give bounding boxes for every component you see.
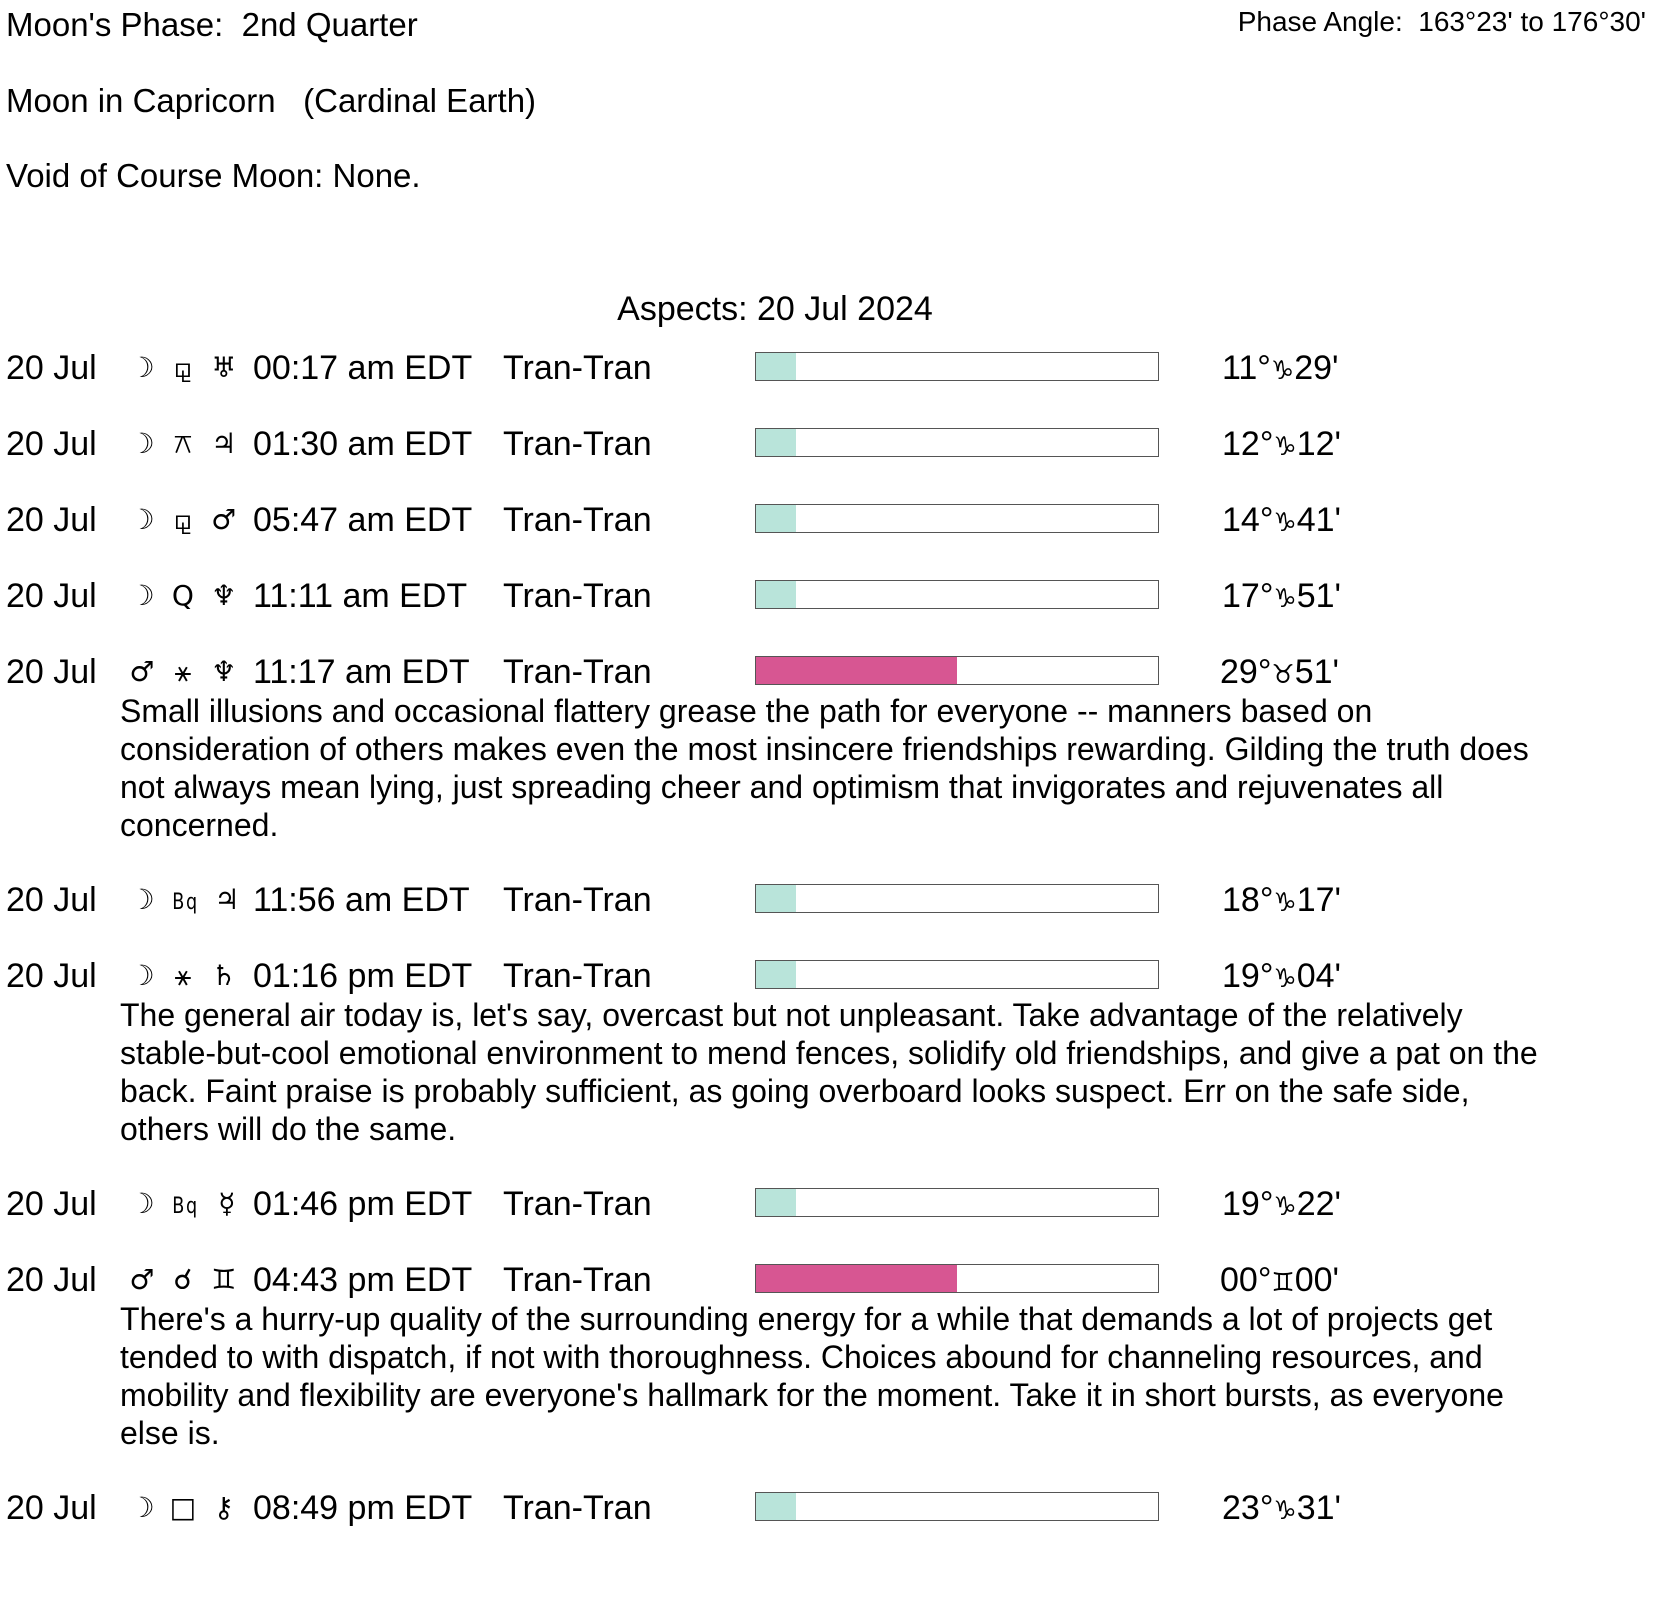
mars-icon: ♂: [129, 655, 157, 688]
position-degree: 18°: [1222, 881, 1274, 919]
quintile-icon: Q: [171, 579, 196, 612]
strength-bar: [755, 960, 1159, 989]
aspect-date: 20 Jul: [6, 957, 97, 995]
conjunction-icon: ☌: [173, 1263, 195, 1296]
sesquiquadrate-icon: ⚼: [173, 503, 195, 536]
aspect-time: 01:16 pm EDT: [253, 957, 473, 995]
zodiac-sign-icon: ♑: [1273, 508, 1297, 538]
void-of-course: Void of Course Moon: None.: [6, 157, 421, 194]
aspect-row: [0, 1488, 1660, 1528]
zodiac-sign-icon: ♑: [1273, 964, 1297, 994]
aspect-glyphs: [128, 1488, 240, 1528]
aspect-row: [0, 500, 1660, 540]
chiron-icon: ⚷: [213, 1491, 237, 1524]
mars-icon: ♂: [129, 1263, 157, 1296]
aspect-entry: [0, 424, 1660, 464]
position-degree: 19°: [1222, 957, 1274, 995]
moon-icon: ☽: [129, 1187, 157, 1220]
aspect-glyphs: [128, 576, 240, 616]
aspect-date: 20 Jul: [6, 1261, 97, 1299]
aspect-position: [1222, 576, 1341, 619]
aspect-time: 11:56 am EDT: [253, 881, 470, 919]
zodiac-sign-icon: ♉: [1271, 660, 1295, 690]
strength-bar: [755, 352, 1159, 381]
aspects-title: Aspects: 20 Jul 2024: [617, 290, 933, 328]
strength-bar: [755, 428, 1159, 457]
aspect-row: [0, 1260, 1660, 1300]
aspect-glyphs: [128, 1260, 240, 1300]
position-minute: 51': [1294, 653, 1340, 691]
moon-icon: ☽: [129, 427, 157, 460]
aspect-position: [1222, 880, 1341, 923]
position-minute: 51': [1296, 577, 1342, 615]
gemini-icon: ♊: [211, 1263, 239, 1296]
aspect-date: 20 Jul: [6, 501, 97, 539]
aspect-glyphs: [128, 880, 243, 923]
mars-icon: ♂: [211, 503, 239, 536]
aspect-glyphs: [128, 424, 240, 464]
strength-bar-fill: [756, 1265, 957, 1292]
strength-bar: [755, 504, 1159, 533]
position-minute: 31': [1296, 1489, 1342, 1527]
zodiac-sign-icon: ♊: [1271, 1268, 1295, 1298]
aspect-list: [0, 348, 1660, 1564]
position-minute: 41': [1296, 501, 1342, 539]
aspect-entry: [0, 576, 1660, 616]
aspect-date: 20 Jul: [6, 425, 97, 463]
aspect-type: Tran-Tran: [503, 501, 652, 539]
strength-bar: [755, 1264, 1159, 1293]
aspect-time: 11:17 am EDT: [253, 653, 470, 691]
aspect-glyphs: [128, 500, 240, 540]
aspect-row: [0, 424, 1660, 464]
sextile-icon: ⚹: [174, 655, 194, 688]
position-degree: 00°: [1220, 1261, 1272, 1299]
aspect-entry: [0, 348, 1660, 388]
aspect-type: Tran-Tran: [503, 653, 652, 691]
aspect-entry: [0, 652, 1660, 844]
aspect-date: 20 Jul: [6, 577, 97, 615]
aspect-position: [1222, 1184, 1341, 1227]
aspect-type: Tran-Tran: [503, 1185, 652, 1223]
aspect-description: There's a hurry-up quality of the surrounding energy for a while that demands a lot of projects get tended to with dispatch, if not with thoroughness. Choices abound for channeling resources, and mobility and flexibility are everyone's hallmark for the moment. Take it in short bursts, as everyone else is.: [120, 1301, 1504, 1451]
moon-icon: ☽: [129, 1491, 157, 1524]
strength-bar: [755, 884, 1159, 913]
aspect-entry: [0, 1260, 1660, 1452]
aspect-type: Tran-Tran: [503, 1261, 652, 1299]
position-degree: 11°: [1222, 349, 1271, 387]
position-minute: 29': [1294, 349, 1339, 387]
aspect-row: [0, 348, 1660, 388]
position-degree: 12°: [1222, 425, 1274, 463]
aspect-row: [0, 576, 1660, 616]
aspect-date: 20 Jul: [6, 1185, 97, 1223]
saturn-icon: ♄: [211, 959, 239, 992]
aspect-position: [1220, 652, 1339, 695]
aspect-position: [1222, 348, 1339, 391]
aspect-time: 08:49 pm EDT: [253, 1489, 473, 1527]
aspect-date: 20 Jul: [6, 1489, 97, 1527]
aspect-time: 00:17 am EDT: [253, 349, 473, 387]
aspect-entry: [0, 880, 1660, 920]
aspect-entry: [0, 500, 1660, 540]
aspect-row: [0, 652, 1660, 692]
aspect-row: [0, 880, 1660, 920]
sesquiquadrate-icon: ⚼: [173, 351, 195, 384]
moon-sign: Moon in Capricorn (Cardinal Earth): [6, 82, 537, 119]
zodiac-sign-icon: ♑: [1270, 356, 1295, 386]
position-minute: 12': [1296, 425, 1342, 463]
aspect-entry: [0, 956, 1660, 1148]
biquintile-icon: Bq: [172, 1194, 199, 1219]
strength-bar-fill: [756, 505, 796, 532]
jupiter-icon: ♃: [211, 427, 239, 460]
aspect-entry: [0, 1184, 1660, 1224]
zodiac-sign-icon: ♑: [1273, 1192, 1297, 1222]
moon-icon: ☽: [129, 351, 157, 384]
uranus-icon: ♅: [211, 351, 239, 384]
sextile-icon: ⚹: [174, 959, 194, 992]
strength-bar: [755, 1492, 1159, 1521]
position-minute: 04': [1296, 957, 1342, 995]
aspect-time: 04:43 pm EDT: [253, 1261, 473, 1299]
aspect-type: Tran-Tran: [503, 957, 652, 995]
aspect-time: 11:11 am EDT: [253, 577, 468, 615]
aspect-type: Tran-Tran: [503, 349, 652, 387]
aspect-type: Tran-Tran: [503, 577, 652, 615]
aspect-date: 20 Jul: [6, 349, 97, 387]
strength-bar-fill: [756, 961, 796, 988]
aspect-position: [1222, 1488, 1341, 1531]
quincunx-icon: ⚻: [173, 427, 195, 460]
position-degree: 23°: [1222, 1489, 1274, 1527]
zodiac-sign-icon: ♑: [1273, 1496, 1297, 1526]
moon-icon: ☽: [129, 883, 157, 916]
position-minute: 17': [1296, 881, 1342, 919]
neptune-icon: ♆: [211, 579, 239, 612]
strength-bar-fill: [756, 657, 957, 684]
aspect-type: Tran-Tran: [503, 1489, 652, 1527]
zodiac-sign-icon: ♑: [1273, 432, 1297, 462]
strength-bar: [755, 580, 1159, 609]
moon-phase: Moon's Phase: 2nd Quarter: [6, 6, 418, 43]
strength-bar-fill: [756, 581, 796, 608]
aspect-position: [1222, 500, 1341, 543]
strength-bar-fill: [756, 885, 796, 912]
moon-icon: ☽: [129, 579, 157, 612]
aspect-glyphs: [128, 1184, 243, 1227]
aspect-date: 20 Jul: [6, 653, 97, 691]
aspect-position: [1222, 424, 1341, 467]
zodiac-sign-icon: ♑: [1273, 888, 1297, 918]
mercury-icon: ☿: [218, 1187, 238, 1220]
position-minute: 00': [1294, 1261, 1340, 1299]
aspect-glyphs: [128, 956, 240, 996]
strength-bar-fill: [756, 1493, 796, 1520]
position-degree: 14°: [1222, 501, 1274, 539]
biquintile-icon: Bq: [172, 890, 199, 915]
aspect-date: 20 Jul: [6, 881, 97, 919]
position-degree: 29°: [1220, 653, 1272, 691]
aspect-position: [1222, 956, 1341, 999]
moon-icon: ☽: [129, 959, 157, 992]
strength-bar: [755, 1188, 1159, 1217]
aspect-position: [1220, 1260, 1339, 1303]
aspect-entry: [0, 1488, 1660, 1528]
position-minute: 22': [1296, 1185, 1342, 1223]
aspect-description: The general air today is, let's say, overcast but not unpleasant. Take advantage of the relatively stable-but-cool emotional environment to mend fences, solidify old friendships, and give a pat on the back. Faint praise is probably sufficient, as going overboard looks suspect. Err on the safe side, others will do the same.: [120, 997, 1538, 1147]
position-degree: 17°: [1222, 577, 1274, 615]
strength-bar-fill: [756, 1189, 796, 1216]
strength-bar: [755, 656, 1159, 685]
aspect-glyphs: [128, 652, 240, 692]
strength-bar-fill: [756, 429, 796, 456]
aspect-type: Tran-Tran: [503, 425, 652, 463]
aspect-row: [0, 1184, 1660, 1224]
phase-angle: Phase Angle: 163°23' to 176°30': [1237, 6, 1646, 37]
square-icon: □: [169, 1491, 199, 1524]
aspect-time: 01:30 am EDT: [253, 425, 473, 463]
aspect-type: Tran-Tran: [503, 881, 652, 919]
aspect-time: 01:46 pm EDT: [253, 1185, 473, 1223]
position-degree: 19°: [1222, 1185, 1274, 1223]
moon-icon: ☽: [129, 503, 157, 536]
aspect-row: [0, 956, 1660, 996]
zodiac-sign-icon: ♑: [1273, 584, 1297, 614]
aspect-description: Small illusions and occasional flattery grease the path for everyone -- manners based on consideration of others makes even the most insincere friendships rewarding. Gilding the truth does not always mean lying, just spreading cheer and optimism that invigorates and rejuvenates all concerned.: [120, 693, 1529, 843]
aspect-time: 05:47 am EDT: [253, 501, 473, 539]
aspect-glyphs: [128, 348, 240, 388]
strength-bar-fill: [756, 353, 796, 380]
jupiter-icon: ♃: [214, 883, 242, 916]
neptune-icon: ♆: [211, 655, 239, 688]
